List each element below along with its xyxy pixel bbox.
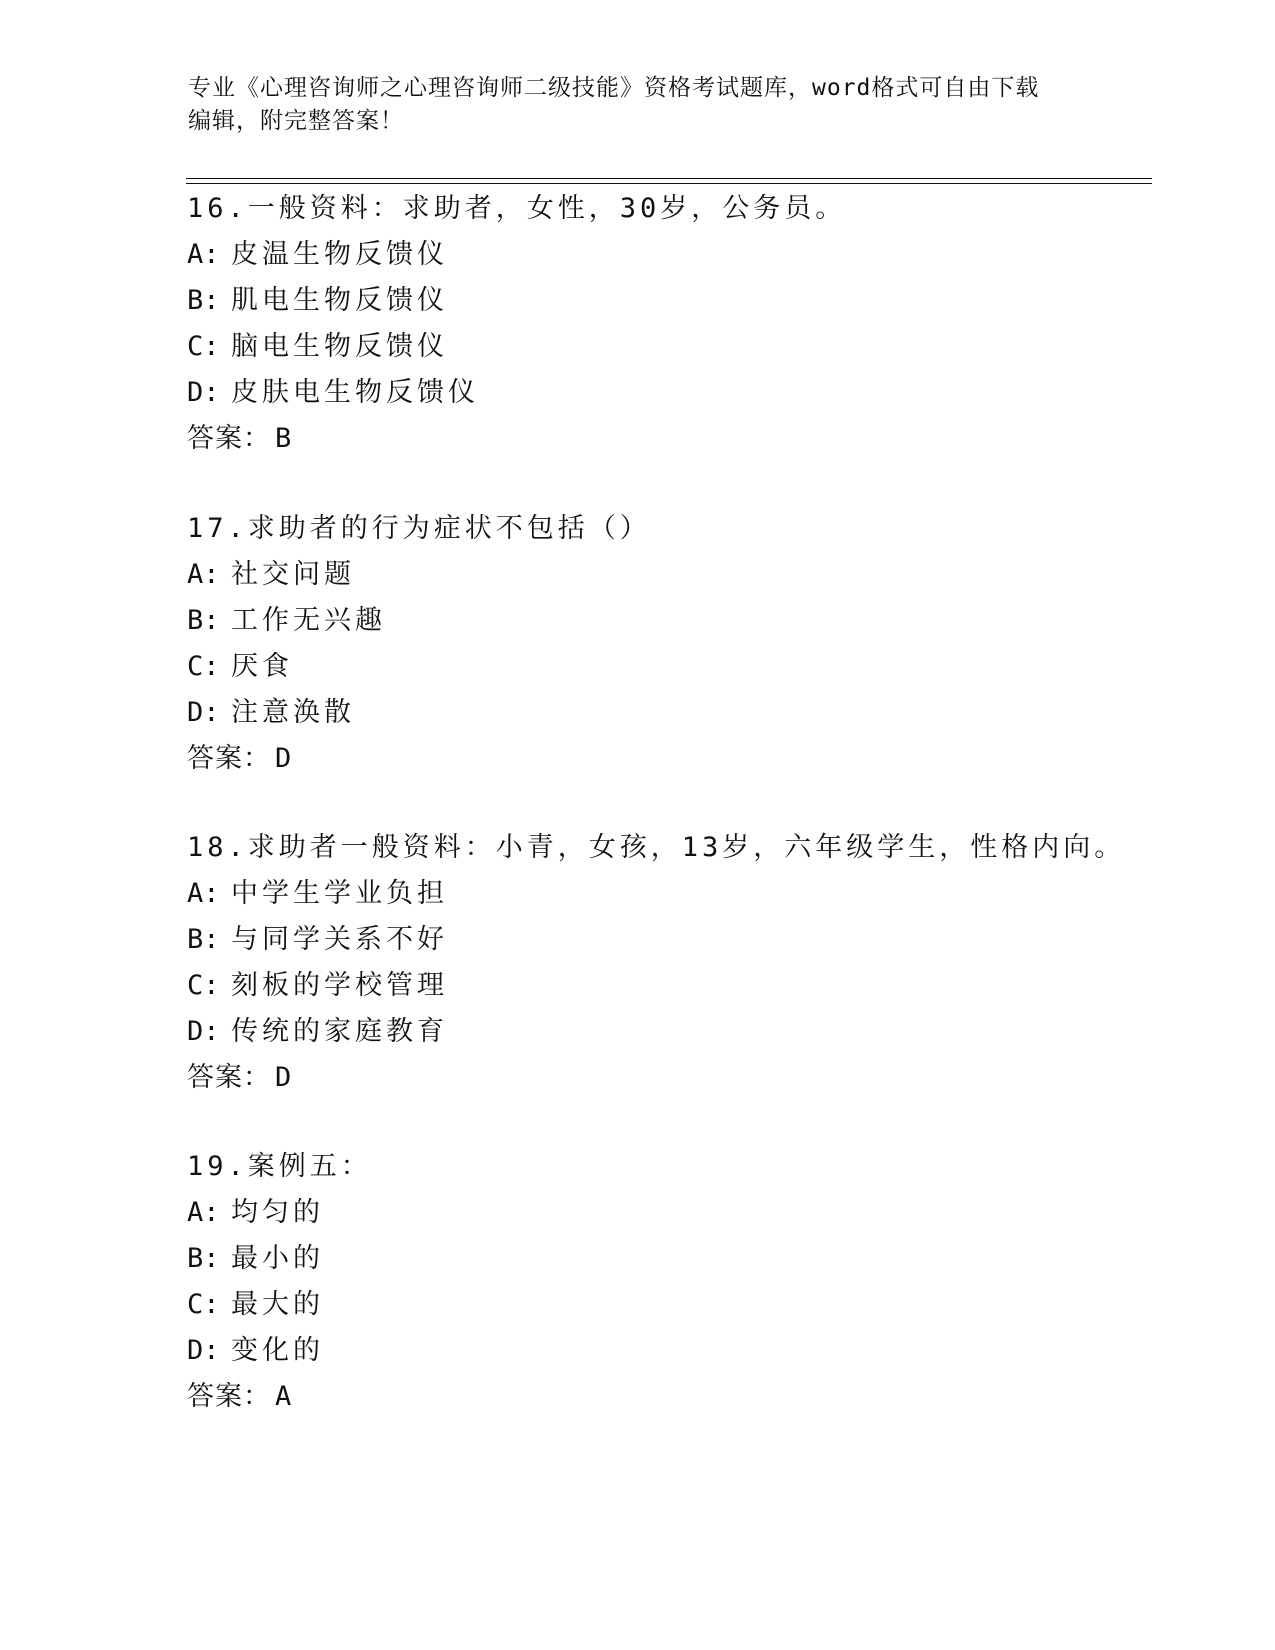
answer-label: 答案：: [187, 423, 271, 454]
header-line-2: 编辑，附完整答案！: [188, 108, 404, 134]
option-key: A:: [187, 878, 220, 909]
document-header: [188, 72, 1088, 138]
option-a: [187, 871, 1147, 917]
option-text: 厌食: [231, 651, 293, 682]
option-text: 均匀的: [231, 1197, 324, 1228]
option-key: C:: [187, 1289, 220, 1320]
option-text: 皮温生物反馈仪: [231, 239, 448, 270]
option-key: C:: [187, 970, 220, 1001]
option-b: [187, 598, 1147, 644]
option-text: 工作无兴趣: [231, 605, 386, 636]
option-c: [187, 1282, 1147, 1328]
header-divider-bottom: [186, 183, 1152, 184]
question-title: 16.一般资料：求助者，女性，30岁，公务员。: [187, 193, 847, 224]
answer-value: D: [275, 1062, 293, 1093]
option-a: [187, 552, 1147, 598]
answer-value: B: [275, 423, 293, 454]
answer-line: [187, 736, 1147, 782]
answer-value: D: [275, 743, 293, 774]
header-divider-top: [186, 178, 1152, 179]
option-a: [187, 1190, 1147, 1236]
option-key: B:: [187, 605, 220, 636]
option-text: 变化的: [231, 1335, 324, 1366]
option-text: 最大的: [231, 1289, 324, 1320]
option-text: 刻板的学校管理: [231, 970, 448, 1001]
option-d: [187, 1009, 1147, 1055]
answer-value: A: [275, 1381, 293, 1412]
option-text: 中学生学业负担: [231, 878, 448, 909]
answer-line: [187, 1055, 1147, 1101]
answer-label: 答案：: [187, 1062, 271, 1093]
option-c: [187, 644, 1147, 690]
question-17: [187, 506, 1147, 782]
option-key: A:: [187, 239, 220, 270]
option-text: 与同学关系不好: [231, 924, 448, 955]
question-18: [187, 825, 1147, 1101]
option-key: D:: [187, 1335, 220, 1366]
option-text: 肌电生物反馈仪: [231, 285, 448, 316]
option-b: [187, 278, 1147, 324]
question-16: [187, 186, 1147, 462]
option-a: [187, 232, 1147, 278]
question-title: 18.求助者一般资料：小青，女孩，13岁，六年级学生，性格内向。: [187, 832, 1126, 863]
option-d: [187, 370, 1147, 416]
question-title: 19.案例五：: [187, 1151, 372, 1182]
answer-line: [187, 416, 1147, 462]
option-d: [187, 1328, 1147, 1374]
option-key: A:: [187, 559, 220, 590]
option-text: 注意涣散: [231, 697, 355, 728]
option-text: 皮肤电生物反馈仪: [231, 377, 479, 408]
option-b: [187, 1236, 1147, 1282]
option-text: 脑电生物反馈仪: [231, 331, 448, 362]
option-key: B:: [187, 285, 220, 316]
option-key: B:: [187, 1243, 220, 1274]
option-text: 传统的家庭教育: [231, 1016, 448, 1047]
option-text: 社交问题: [231, 559, 355, 590]
answer-label: 答案：: [187, 743, 271, 774]
option-c: [187, 324, 1147, 370]
option-d: [187, 690, 1147, 736]
answer-label: 答案：: [187, 1381, 271, 1412]
option-b: [187, 917, 1147, 963]
question-19: [187, 1144, 1147, 1420]
question-title: 17.求助者的行为症状不包括（）: [187, 513, 651, 544]
option-key: B:: [187, 924, 220, 955]
header-line-1: 专业《心理咨询师之心理咨询师二级技能》资格考试题库，word格式可自由下载: [188, 75, 1040, 101]
answer-line: [187, 1374, 1147, 1420]
option-key: D:: [187, 377, 220, 408]
option-c: [187, 963, 1147, 1009]
option-key: D:: [187, 1016, 220, 1047]
option-key: A:: [187, 1197, 220, 1228]
option-key: C:: [187, 331, 220, 362]
option-text: 最小的: [231, 1243, 324, 1274]
option-key: C:: [187, 651, 220, 682]
option-key: D:: [187, 697, 220, 728]
